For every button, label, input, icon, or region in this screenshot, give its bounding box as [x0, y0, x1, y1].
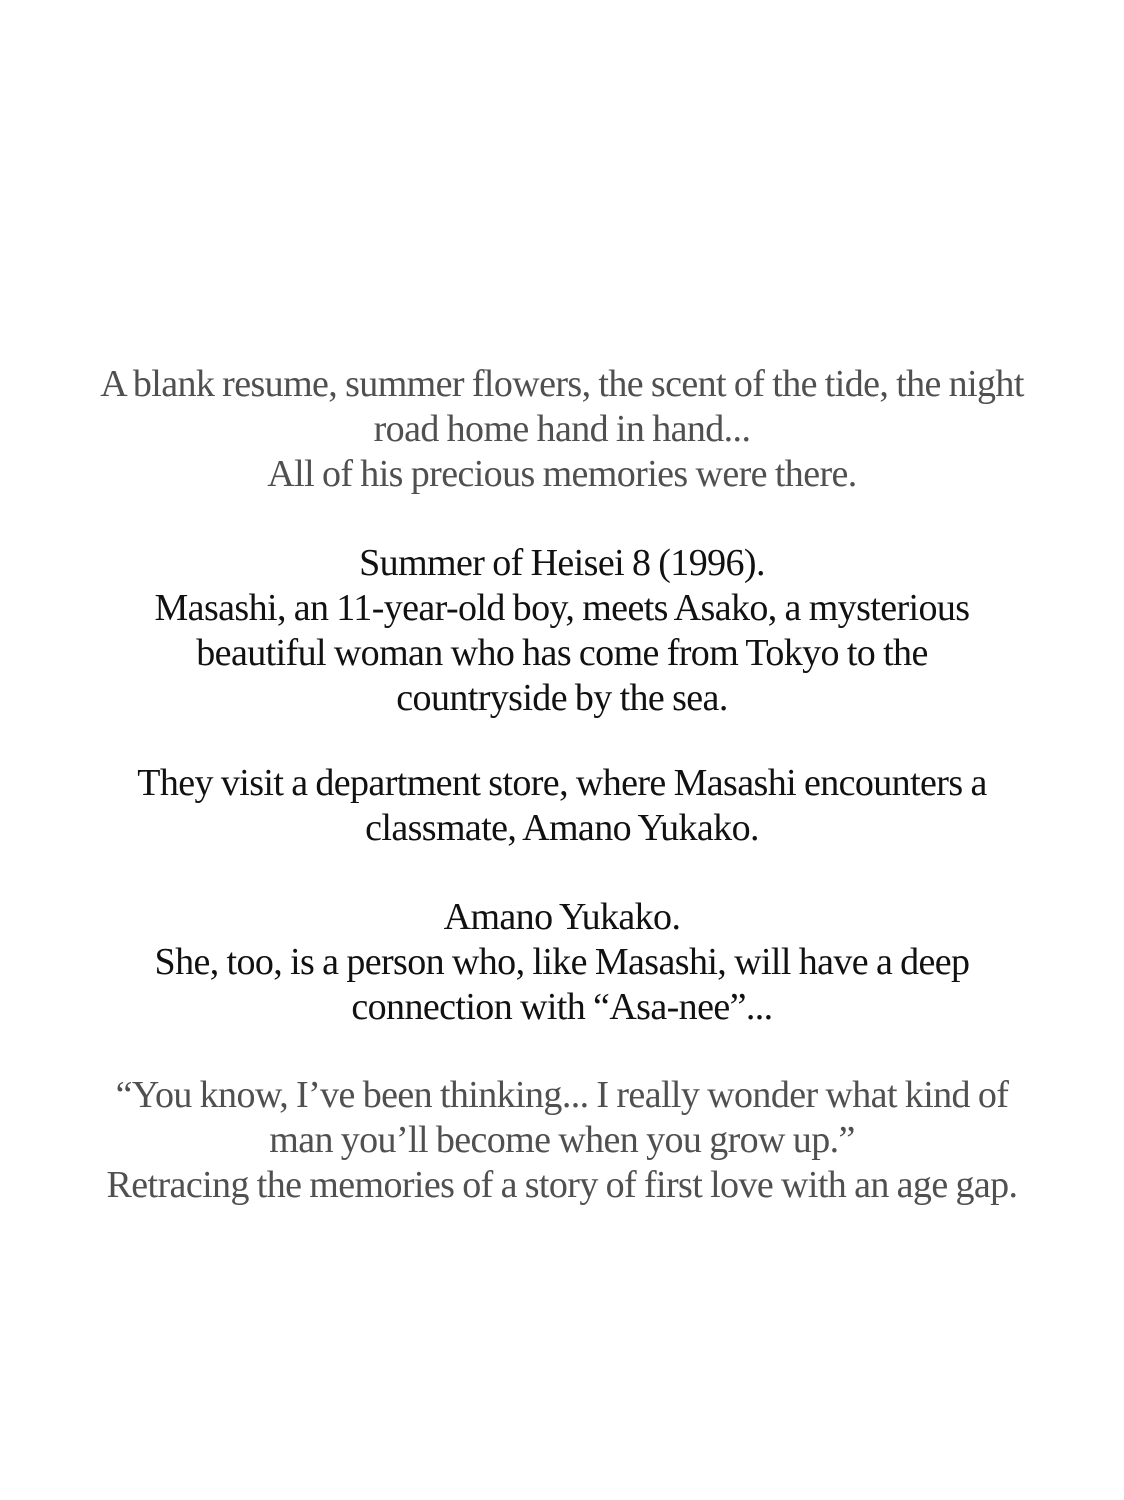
text-line: road home hand in hand...	[373, 408, 751, 450]
synopsis-encounter-paragraph	[50, 761, 1074, 851]
synopsis-intro-paragraph	[50, 362, 1074, 497]
text-line: “You know, I’ve been thinking... I really wonder what kind of	[115, 1074, 1009, 1116]
synopsis-quote-paragraph	[50, 1073, 1074, 1208]
text-line: connection with “Asa-nee”...	[351, 986, 773, 1028]
synopsis-setting-paragraph	[50, 541, 1074, 721]
text-line: A blank resume, summer flowers, the scent of the tide, the night	[100, 363, 1024, 405]
text-line: Amano Yukako.	[443, 896, 681, 938]
text-line: All of his precious memories were there.	[267, 453, 857, 495]
text-line: classmate, Amano Yukako.	[365, 807, 759, 849]
text-line: Retracing the memories of a story of first love with an age gap.	[106, 1164, 1018, 1206]
synopsis-character-paragraph	[50, 895, 1074, 1030]
text-line: man you’ll become when you grow up.”	[269, 1119, 855, 1161]
text-line: Summer of Heisei 8 (1996).	[359, 542, 765, 584]
text-line: beautiful woman who has come from Tokyo to the	[196, 632, 928, 674]
text-line: Masashi, an 11-year-old boy, meets Asako, a mysterious	[154, 587, 970, 629]
text-line: She, too, is a person who, like Masashi, will have a deep	[154, 941, 970, 983]
text-line: They visit a department store, where Masashi encounters a	[137, 762, 987, 804]
text-line: countryside by the sea.	[396, 677, 728, 719]
